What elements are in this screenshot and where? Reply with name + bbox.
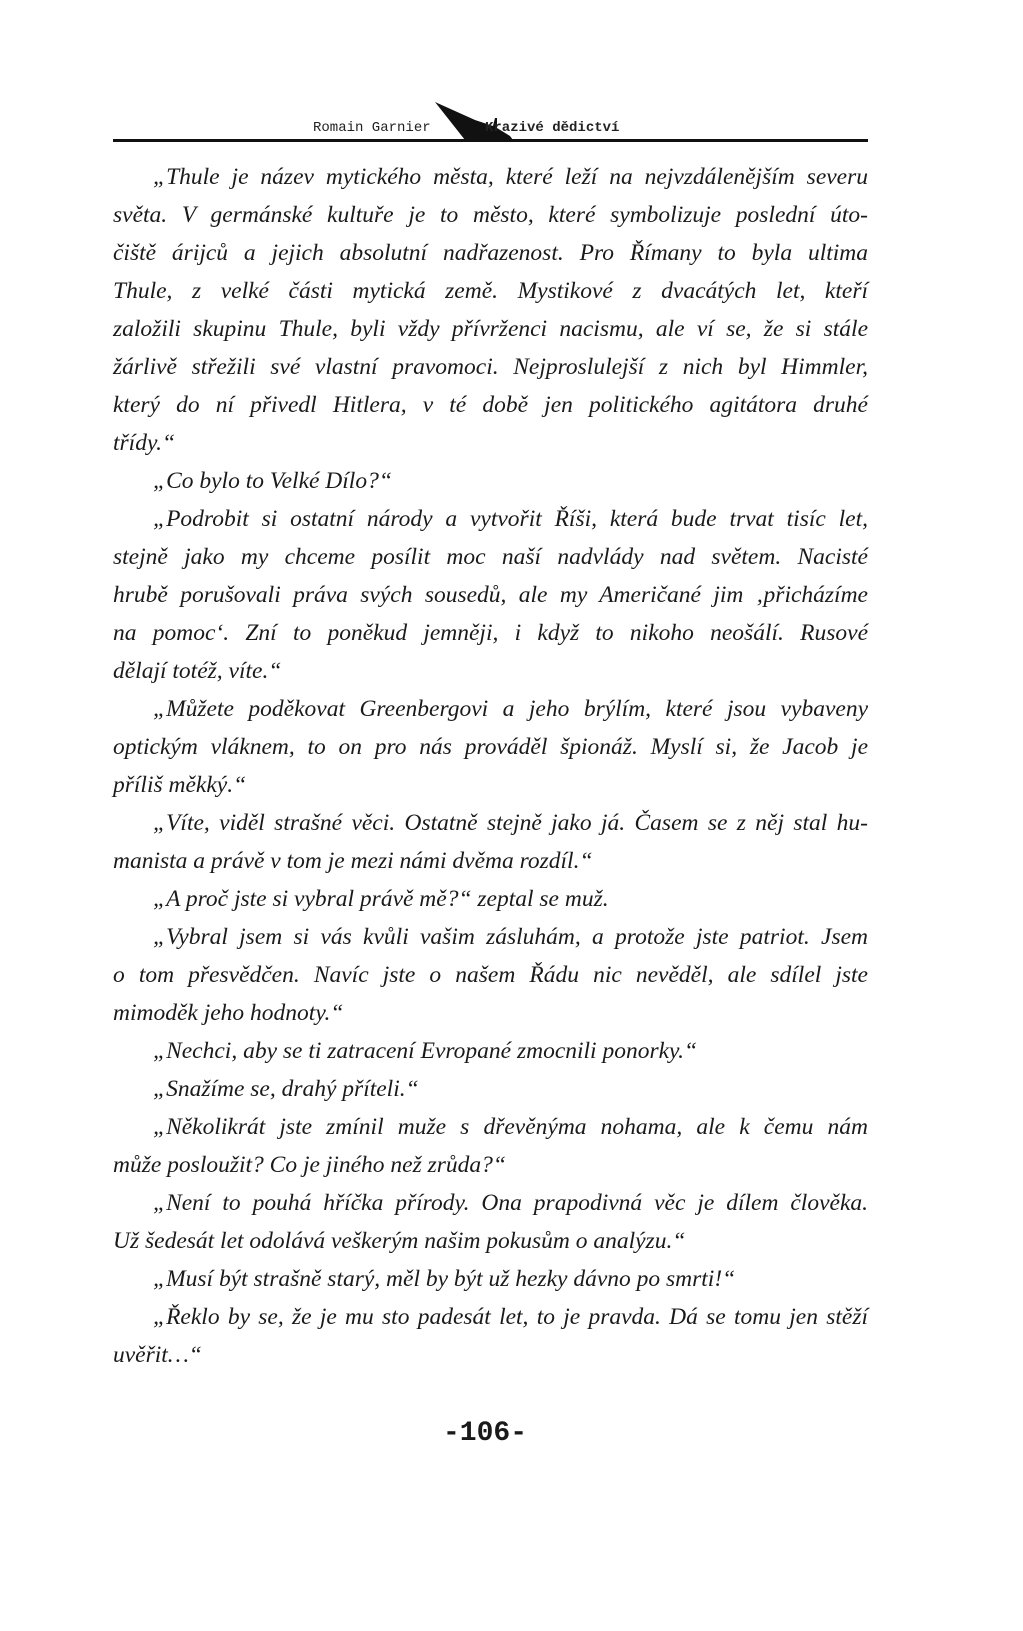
paragraph	[113, 918, 868, 1032]
text-line: „Není to pouhá hříčka přírody. Ona prapodivná věc je dílem člověka.	[153, 1190, 868, 1216]
text-line: manista a právě v tom je mezi námi dvěma rozdíl.“	[113, 848, 593, 874]
paragraph	[113, 158, 868, 462]
text-line: který do ní přivedl Hitlera, v té době jen politického agitátora druhé	[113, 392, 868, 418]
paragraph	[113, 1298, 868, 1374]
text-line: „Snažíme se, drahý příteli.“	[153, 1076, 419, 1102]
running-header	[113, 100, 868, 142]
text-line: světa. V germánské kultuře je to město, které symbolizuje poslední úto-	[113, 202, 868, 228]
paragraph	[113, 804, 868, 880]
text-line: „Vybral jsem si vás kvůli vašim zásluhám, a protože jste patriot. Jsem	[153, 924, 868, 950]
header-author: Romain Garnier	[313, 120, 431, 136]
text-line: čiště árijců a jejich absolutní nadřazenost. Pro Římany to byla ultima	[113, 240, 868, 266]
text-line: uvěřit…“	[113, 1342, 202, 1368]
text-line: na pomoc‘. Zní to poněkud jemněji, i když to nikoho neošálí. Rusové	[113, 620, 868, 646]
text-line: „Můžete poděkovat Greenbergovi a jeho brýlím, které jsou vybaveny	[153, 696, 868, 722]
header-book-title: Krazivé dědictví	[485, 120, 620, 136]
text-line: „A proč jste si vybral právě mě?“ zeptal se muž.	[153, 886, 609, 912]
text-line: o tom přesvědčen. Navíc jste o našem Řádu nic nevěděl, ale sdílel jste	[113, 962, 868, 988]
text-line: optickým vláknem, to on pro nás prováděl špionáž. Myslí si, že Jacob je	[113, 734, 868, 760]
text-line: Thule, z velké části mytická země. Mystikové z dvacátých let, kteří	[113, 278, 868, 304]
page-number: -106-	[442, 1418, 527, 1449]
paragraph	[113, 500, 868, 690]
paragraph	[113, 1070, 868, 1108]
paragraph	[113, 1108, 868, 1184]
text-line: „Thule je název mytického města, které leží na nejvzdálenějším severu	[153, 164, 868, 190]
text-line: „Víte, viděl strašné věci. Ostatně stejně jako já. Časem se z něj stal hu-	[153, 810, 868, 836]
paragraph	[113, 690, 868, 804]
text-line: hrubě porušovali práva svých sousedů, ale my Američané jim ‚přicházíme	[113, 582, 868, 608]
paragraph	[113, 880, 868, 918]
text-line: Už šedesát let odolává veškerým našim pokusům o analýzu.“	[113, 1228, 686, 1254]
text-line: třídy.“	[113, 430, 176, 456]
paragraph	[113, 1260, 868, 1298]
text-line: založili skupinu Thule, byli vždy přívrženci nacismu, ale ví se, že si stále	[113, 316, 868, 342]
text-line: žárlivě střežili své vlastní pravomoci. Nejproslulejší z nich byl Himmler,	[113, 354, 868, 380]
text-line: může posloužit? Co je jiného než zrůda?“	[113, 1152, 506, 1178]
text-line: „Řeklo by se, že je mu sto padesát let, to je pravda. Dá se tomu jen stěží	[153, 1304, 868, 1330]
text-line: mimoděk jeho hodnoty.“	[113, 1000, 344, 1026]
text-line: „Podrobit si ostatní národy a vytvořit Říši, která bude trvat tisíc let,	[153, 506, 868, 532]
text-line: stejně jako my chceme posílit moc naší nadvlády nad světem. Nacisté	[113, 544, 868, 570]
paragraph	[113, 462, 868, 500]
text-line: dělají totéž, víte.“	[113, 658, 282, 684]
paragraph	[113, 1184, 868, 1260]
paragraph	[113, 1032, 868, 1070]
text-line: „Musí být strašně starý, měl by být už hezky dávno po smrti!“	[153, 1266, 736, 1292]
text-line: „Nechci, aby se ti zatracení Evropané zmocnili ponorky.“	[153, 1038, 698, 1064]
text-line: příliš měkký.“	[113, 772, 247, 798]
text-line: „Co bylo to Velké Dílo?“	[153, 468, 392, 494]
text-line: „Několikrát jste zmínil muže s dřevěnýma nohama, ale k čemu nám	[153, 1114, 868, 1140]
page-body	[113, 158, 868, 1374]
header-rule	[113, 139, 868, 142]
